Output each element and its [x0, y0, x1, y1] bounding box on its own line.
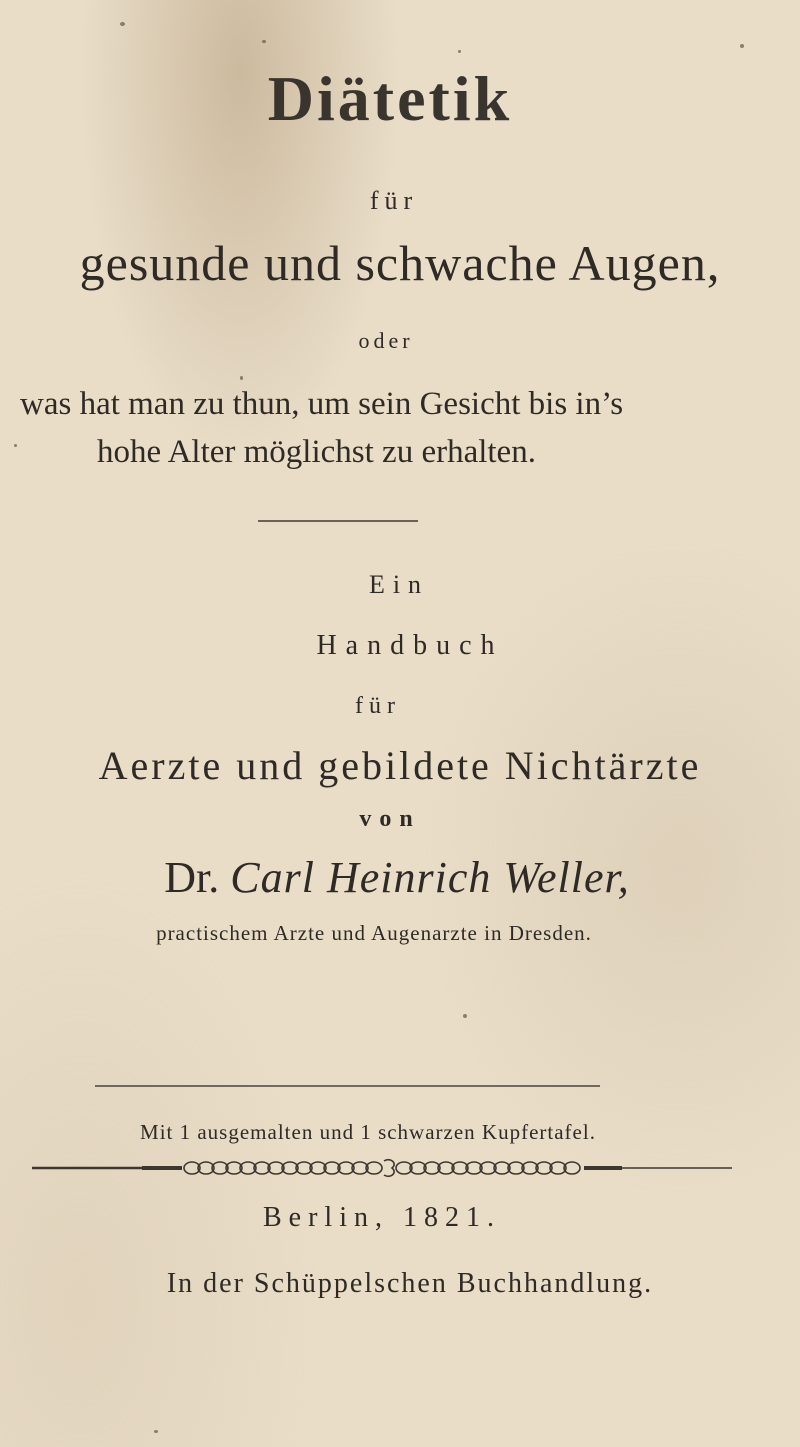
paper-speck — [14, 444, 17, 447]
by-word: von — [359, 806, 421, 832]
article-word: Ein — [368, 570, 430, 599]
book-title: Diätetik — [267, 63, 513, 134]
divider-rule-long — [95, 1085, 600, 1087]
for-word: für — [369, 186, 419, 215]
plates-note: Mit 1 ausgemalten und 1 schwarzen Kupfertafel. — [140, 1120, 596, 1144]
author-description: practischem Arzte und Augenarzte in Dresden. — [156, 921, 592, 945]
author-name: Carl Heinrich Weller, — [230, 853, 630, 902]
paper-speck — [740, 44, 744, 48]
question-line-1: was hat man zu thun, um sein Gesicht bis in’s — [20, 386, 624, 422]
paper-speck — [262, 40, 266, 43]
or-word: oder — [358, 328, 414, 353]
handbook-word: Handbuch — [316, 630, 504, 661]
publisher-line: In der Schüppelschen Buchhandlung. — [166, 1268, 654, 1299]
ornamental-rule — [32, 1157, 732, 1179]
paper-speck — [154, 1430, 158, 1433]
author-line — [0, 852, 797, 903]
question-line-2: hohe Alter möglichst zu erhalten. — [97, 434, 536, 470]
paper-speck — [463, 1014, 467, 1018]
subject-line: gesunde und schwache Augen, — [79, 235, 721, 291]
for-word-2: für — [355, 693, 401, 719]
place-and-year: Berlin, 1821. — [263, 1202, 501, 1233]
paper-speck — [120, 22, 125, 26]
paper-speck — [458, 50, 461, 53]
audience-line: Aerzte und gebildete Nichtärzte — [98, 743, 702, 788]
author-prefix: Dr. — [164, 853, 220, 902]
paper-speck — [240, 376, 243, 380]
divider-rule — [258, 520, 418, 522]
